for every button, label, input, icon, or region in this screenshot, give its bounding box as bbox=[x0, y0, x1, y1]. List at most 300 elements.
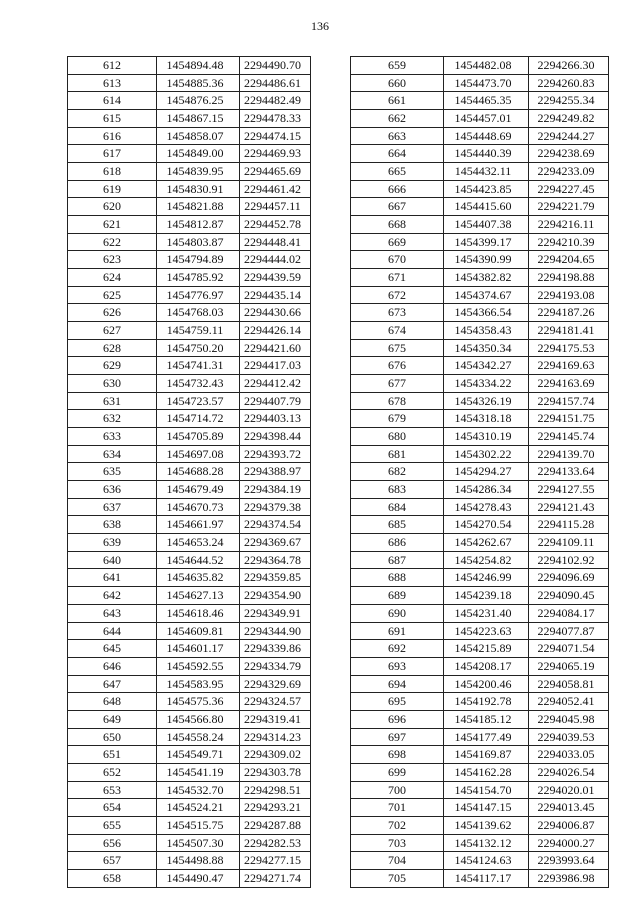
x-coordinate-cell: 1454515.75 bbox=[157, 816, 240, 834]
y-coordinate-cell: 2294298.51 bbox=[240, 781, 311, 799]
point-number-cell: 683 bbox=[351, 481, 444, 499]
x-coordinate-cell: 1454177.49 bbox=[444, 728, 529, 746]
table-row bbox=[351, 781, 609, 799]
x-coordinate-cell: 1454200.46 bbox=[444, 675, 529, 693]
x-coordinate-cell: 1454239.18 bbox=[444, 587, 529, 605]
table-row bbox=[351, 622, 609, 640]
point-number-cell: 635 bbox=[68, 463, 157, 481]
x-coordinate-cell: 1454768.03 bbox=[157, 304, 240, 322]
y-coordinate-cell: 2294133.64 bbox=[529, 463, 609, 481]
table-row bbox=[351, 251, 609, 269]
point-number-cell: 639 bbox=[68, 534, 157, 552]
y-coordinate-cell: 2294379.38 bbox=[240, 498, 311, 516]
y-coordinate-cell: 2294000.27 bbox=[529, 834, 609, 852]
x-coordinate-cell: 1454215.89 bbox=[444, 640, 529, 658]
point-number-cell: 633 bbox=[68, 428, 157, 446]
point-number-cell: 696 bbox=[351, 710, 444, 728]
table-row bbox=[351, 516, 609, 534]
point-number-cell: 660 bbox=[351, 74, 444, 92]
x-coordinate-cell: 1454448.69 bbox=[444, 127, 529, 145]
x-coordinate-cell: 1454231.40 bbox=[444, 604, 529, 622]
table-row bbox=[351, 498, 609, 516]
point-number-cell: 667 bbox=[351, 198, 444, 216]
table-row bbox=[68, 481, 311, 499]
point-number-cell: 703 bbox=[351, 834, 444, 852]
y-coordinate-cell: 2294266.30 bbox=[529, 57, 609, 75]
x-coordinate-cell: 1454457.01 bbox=[444, 110, 529, 128]
y-coordinate-cell: 2294238.69 bbox=[529, 145, 609, 163]
x-coordinate-cell: 1454867.15 bbox=[157, 110, 240, 128]
x-coordinate-cell: 1454759.11 bbox=[157, 322, 240, 340]
point-number-cell: 625 bbox=[68, 286, 157, 304]
x-coordinate-cell: 1454490.47 bbox=[157, 869, 240, 887]
y-coordinate-cell: 2294439.59 bbox=[240, 269, 311, 287]
y-coordinate-cell: 2294465.69 bbox=[240, 163, 311, 181]
x-coordinate-cell: 1454794.89 bbox=[157, 251, 240, 269]
x-coordinate-cell: 1454465.35 bbox=[444, 92, 529, 110]
table-row bbox=[351, 428, 609, 446]
point-number-cell: 700 bbox=[351, 781, 444, 799]
point-number-cell: 680 bbox=[351, 428, 444, 446]
point-number-cell: 640 bbox=[68, 551, 157, 569]
x-coordinate-cell: 1454482.08 bbox=[444, 57, 529, 75]
y-coordinate-cell: 2294309.02 bbox=[240, 746, 311, 764]
y-coordinate-cell: 2294344.90 bbox=[240, 622, 311, 640]
table-row bbox=[68, 799, 311, 817]
point-number-cell: 663 bbox=[351, 127, 444, 145]
y-coordinate-cell: 2294421.60 bbox=[240, 339, 311, 357]
point-number-cell: 678 bbox=[351, 392, 444, 410]
point-number-cell: 648 bbox=[68, 693, 157, 711]
table-row bbox=[68, 657, 311, 675]
point-number-cell: 690 bbox=[351, 604, 444, 622]
x-coordinate-cell: 1454310.19 bbox=[444, 428, 529, 446]
point-number-cell: 632 bbox=[68, 410, 157, 428]
point-number-cell: 643 bbox=[68, 604, 157, 622]
x-coordinate-cell: 1454830.91 bbox=[157, 180, 240, 198]
table-row bbox=[68, 127, 311, 145]
x-coordinate-cell: 1454473.70 bbox=[444, 74, 529, 92]
table-row bbox=[351, 675, 609, 693]
x-coordinate-cell: 1454688.28 bbox=[157, 463, 240, 481]
y-coordinate-cell: 2294058.81 bbox=[529, 675, 609, 693]
y-coordinate-cell: 2294461.42 bbox=[240, 180, 311, 198]
y-coordinate-cell: 2294249.82 bbox=[529, 110, 609, 128]
point-number-cell: 694 bbox=[351, 675, 444, 693]
point-number-cell: 687 bbox=[351, 551, 444, 569]
table-row bbox=[68, 198, 311, 216]
x-coordinate-cell: 1454549.71 bbox=[157, 746, 240, 764]
table-row bbox=[351, 869, 609, 887]
point-number-cell: 662 bbox=[351, 110, 444, 128]
x-coordinate-cell: 1454609.81 bbox=[157, 622, 240, 640]
point-number-cell: 620 bbox=[68, 198, 157, 216]
table-row bbox=[68, 410, 311, 428]
y-coordinate-cell: 2294349.91 bbox=[240, 604, 311, 622]
x-coordinate-cell: 1454507.30 bbox=[157, 834, 240, 852]
y-coordinate-cell: 2294181.41 bbox=[529, 322, 609, 340]
table-row bbox=[68, 339, 311, 357]
point-number-cell: 679 bbox=[351, 410, 444, 428]
point-number-cell: 692 bbox=[351, 640, 444, 658]
y-coordinate-cell: 2294457.11 bbox=[240, 198, 311, 216]
x-coordinate-cell: 1454697.08 bbox=[157, 445, 240, 463]
y-coordinate-cell: 2294490.70 bbox=[240, 57, 311, 75]
y-coordinate-cell: 2294469.93 bbox=[240, 145, 311, 163]
point-number-cell: 654 bbox=[68, 799, 157, 817]
point-number-cell: 645 bbox=[68, 640, 157, 658]
x-coordinate-cell: 1454524.21 bbox=[157, 799, 240, 817]
x-coordinate-cell: 1454618.46 bbox=[157, 604, 240, 622]
x-coordinate-cell: 1454185.12 bbox=[444, 710, 529, 728]
x-coordinate-cell: 1454558.24 bbox=[157, 728, 240, 746]
table-row bbox=[351, 145, 609, 163]
table-row bbox=[351, 657, 609, 675]
x-coordinate-cell: 1454254.82 bbox=[444, 551, 529, 569]
point-number-cell: 650 bbox=[68, 728, 157, 746]
table-row bbox=[68, 693, 311, 711]
table-row bbox=[68, 216, 311, 234]
table-row bbox=[68, 516, 311, 534]
table-row bbox=[351, 534, 609, 552]
table-row bbox=[68, 569, 311, 587]
x-coordinate-cell: 1454407.38 bbox=[444, 216, 529, 234]
table-row bbox=[68, 816, 311, 834]
table-row bbox=[68, 74, 311, 92]
table-row bbox=[351, 410, 609, 428]
x-coordinate-cell: 1454432.11 bbox=[444, 163, 529, 181]
point-number-cell: 627 bbox=[68, 322, 157, 340]
y-coordinate-cell: 2294169.63 bbox=[529, 357, 609, 375]
x-coordinate-cell: 1454653.24 bbox=[157, 534, 240, 552]
y-coordinate-cell: 2294139.70 bbox=[529, 445, 609, 463]
point-number-cell: 677 bbox=[351, 375, 444, 393]
table-row bbox=[68, 852, 311, 870]
y-coordinate-cell: 2294127.55 bbox=[529, 481, 609, 499]
x-coordinate-cell: 1454670.73 bbox=[157, 498, 240, 516]
table-row bbox=[68, 746, 311, 764]
point-number-cell: 669 bbox=[351, 233, 444, 251]
y-coordinate-cell: 2294303.78 bbox=[240, 763, 311, 781]
x-coordinate-cell: 1454601.17 bbox=[157, 640, 240, 658]
table-row bbox=[351, 304, 609, 322]
table-row bbox=[351, 216, 609, 234]
y-coordinate-cell: 2294388.97 bbox=[240, 463, 311, 481]
y-coordinate-cell: 2294478.33 bbox=[240, 110, 311, 128]
y-coordinate-cell: 2294121.43 bbox=[529, 498, 609, 516]
table-row bbox=[68, 587, 311, 605]
point-number-cell: 649 bbox=[68, 710, 157, 728]
y-coordinate-cell: 2294277.15 bbox=[240, 852, 311, 870]
point-number-cell: 699 bbox=[351, 763, 444, 781]
table-row bbox=[68, 269, 311, 287]
table-row bbox=[351, 269, 609, 287]
table-row bbox=[68, 145, 311, 163]
table-row bbox=[351, 587, 609, 605]
y-coordinate-cell: 2294384.19 bbox=[240, 481, 311, 499]
x-coordinate-cell: 1454124.63 bbox=[444, 852, 529, 870]
x-coordinate-cell: 1454318.18 bbox=[444, 410, 529, 428]
point-number-cell: 646 bbox=[68, 657, 157, 675]
x-coordinate-cell: 1454415.60 bbox=[444, 198, 529, 216]
y-coordinate-cell: 2294175.53 bbox=[529, 339, 609, 357]
y-coordinate-cell: 2294077.87 bbox=[529, 622, 609, 640]
table-row bbox=[351, 198, 609, 216]
x-coordinate-cell: 1454342.27 bbox=[444, 357, 529, 375]
x-coordinate-cell: 1454382.82 bbox=[444, 269, 529, 287]
table-row bbox=[351, 339, 609, 357]
point-number-cell: 630 bbox=[68, 375, 157, 393]
y-coordinate-cell: 2294187.26 bbox=[529, 304, 609, 322]
point-number-cell: 698 bbox=[351, 746, 444, 764]
x-coordinate-cell: 1454334.22 bbox=[444, 375, 529, 393]
table-row bbox=[351, 74, 609, 92]
x-coordinate-cell: 1454162.28 bbox=[444, 763, 529, 781]
table-row bbox=[68, 180, 311, 198]
point-number-cell: 676 bbox=[351, 357, 444, 375]
point-number-cell: 638 bbox=[68, 516, 157, 534]
point-number-cell: 686 bbox=[351, 534, 444, 552]
table-row bbox=[351, 481, 609, 499]
x-coordinate-cell: 1454278.43 bbox=[444, 498, 529, 516]
table-row bbox=[68, 251, 311, 269]
y-coordinate-cell: 2294482.49 bbox=[240, 92, 311, 110]
y-coordinate-cell: 2294329.69 bbox=[240, 675, 311, 693]
table-row bbox=[351, 110, 609, 128]
point-number-cell: 702 bbox=[351, 816, 444, 834]
table-row bbox=[351, 233, 609, 251]
x-coordinate-cell: 1454750.20 bbox=[157, 339, 240, 357]
x-coordinate-cell: 1454705.89 bbox=[157, 428, 240, 446]
point-number-cell: 626 bbox=[68, 304, 157, 322]
point-number-cell: 615 bbox=[68, 110, 157, 128]
y-coordinate-cell: 2294157.74 bbox=[529, 392, 609, 410]
y-coordinate-cell: 2293986.98 bbox=[529, 869, 609, 887]
point-number-cell: 674 bbox=[351, 322, 444, 340]
y-coordinate-cell: 2294227.45 bbox=[529, 180, 609, 198]
table-row bbox=[351, 445, 609, 463]
y-coordinate-cell: 2294398.44 bbox=[240, 428, 311, 446]
point-number-cell: 704 bbox=[351, 852, 444, 870]
point-number-cell: 691 bbox=[351, 622, 444, 640]
point-number-cell: 659 bbox=[351, 57, 444, 75]
x-coordinate-cell: 1454812.87 bbox=[157, 216, 240, 234]
table-row bbox=[351, 746, 609, 764]
table-row bbox=[351, 322, 609, 340]
y-coordinate-cell: 2294314.23 bbox=[240, 728, 311, 746]
y-coordinate-cell: 2294426.14 bbox=[240, 322, 311, 340]
table-row bbox=[351, 375, 609, 393]
y-coordinate-cell: 2294033.05 bbox=[529, 746, 609, 764]
y-coordinate-cell: 2294271.74 bbox=[240, 869, 311, 887]
table-row bbox=[68, 763, 311, 781]
table-row bbox=[351, 693, 609, 711]
x-coordinate-cell: 1454132.12 bbox=[444, 834, 529, 852]
x-coordinate-cell: 1454399.17 bbox=[444, 233, 529, 251]
y-coordinate-cell: 2294115.28 bbox=[529, 516, 609, 534]
y-coordinate-cell: 2294324.57 bbox=[240, 693, 311, 711]
point-number-cell: 621 bbox=[68, 216, 157, 234]
coordinate-table-left bbox=[67, 56, 311, 888]
y-coordinate-cell: 2294403.13 bbox=[240, 410, 311, 428]
y-coordinate-cell: 2294486.61 bbox=[240, 74, 311, 92]
table-row bbox=[68, 463, 311, 481]
y-coordinate-cell: 2294287.88 bbox=[240, 816, 311, 834]
table-row bbox=[68, 445, 311, 463]
y-coordinate-cell: 2294260.83 bbox=[529, 74, 609, 92]
y-coordinate-cell: 2294417.03 bbox=[240, 357, 311, 375]
y-coordinate-cell: 2294071.54 bbox=[529, 640, 609, 658]
point-number-cell: 673 bbox=[351, 304, 444, 322]
point-number-cell: 671 bbox=[351, 269, 444, 287]
x-coordinate-cell: 1454635.82 bbox=[157, 569, 240, 587]
table-row bbox=[68, 604, 311, 622]
x-coordinate-cell: 1454732.43 bbox=[157, 375, 240, 393]
x-coordinate-cell: 1454286.34 bbox=[444, 481, 529, 499]
y-coordinate-cell: 2294369.67 bbox=[240, 534, 311, 552]
y-coordinate-cell: 2294084.17 bbox=[529, 604, 609, 622]
point-number-cell: 666 bbox=[351, 180, 444, 198]
y-coordinate-cell: 2294359.85 bbox=[240, 569, 311, 587]
y-coordinate-cell: 2294319.41 bbox=[240, 710, 311, 728]
table-row bbox=[68, 357, 311, 375]
y-coordinate-cell: 2294430.66 bbox=[240, 304, 311, 322]
table-row bbox=[351, 728, 609, 746]
x-coordinate-cell: 1454858.07 bbox=[157, 127, 240, 145]
y-coordinate-cell: 2294045.98 bbox=[529, 710, 609, 728]
table-row bbox=[68, 322, 311, 340]
point-number-cell: 614 bbox=[68, 92, 157, 110]
x-coordinate-cell: 1454154.70 bbox=[444, 781, 529, 799]
point-number-cell: 655 bbox=[68, 816, 157, 834]
y-coordinate-cell: 2294102.92 bbox=[529, 551, 609, 569]
y-coordinate-cell: 2294233.09 bbox=[529, 163, 609, 181]
point-number-cell: 656 bbox=[68, 834, 157, 852]
x-coordinate-cell: 1454270.54 bbox=[444, 516, 529, 534]
table-row bbox=[68, 834, 311, 852]
table-row bbox=[68, 392, 311, 410]
x-coordinate-cell: 1454139.62 bbox=[444, 816, 529, 834]
y-coordinate-cell: 2294204.65 bbox=[529, 251, 609, 269]
table-row bbox=[351, 357, 609, 375]
point-number-cell: 637 bbox=[68, 498, 157, 516]
point-number-cell: 705 bbox=[351, 869, 444, 887]
point-number-cell: 647 bbox=[68, 675, 157, 693]
y-coordinate-cell: 2294435.14 bbox=[240, 286, 311, 304]
y-coordinate-cell: 2294216.11 bbox=[529, 216, 609, 234]
y-coordinate-cell: 2294255.34 bbox=[529, 92, 609, 110]
x-coordinate-cell: 1454803.87 bbox=[157, 233, 240, 251]
table-row bbox=[68, 304, 311, 322]
table-row bbox=[68, 710, 311, 728]
x-coordinate-cell: 1454246.99 bbox=[444, 569, 529, 587]
point-number-cell: 641 bbox=[68, 569, 157, 587]
x-coordinate-cell: 1454390.99 bbox=[444, 251, 529, 269]
y-coordinate-cell: 2294448.41 bbox=[240, 233, 311, 251]
table-row bbox=[68, 869, 311, 887]
point-number-cell: 661 bbox=[351, 92, 444, 110]
table-row bbox=[351, 57, 609, 75]
y-coordinate-cell: 2294452.78 bbox=[240, 216, 311, 234]
table-row bbox=[351, 569, 609, 587]
point-number-cell: 684 bbox=[351, 498, 444, 516]
point-number-cell: 622 bbox=[68, 233, 157, 251]
x-coordinate-cell: 1454679.49 bbox=[157, 481, 240, 499]
table-row bbox=[68, 375, 311, 393]
y-coordinate-cell: 2294444.02 bbox=[240, 251, 311, 269]
point-number-cell: 685 bbox=[351, 516, 444, 534]
y-coordinate-cell: 2294407.79 bbox=[240, 392, 311, 410]
y-coordinate-cell: 2294193.08 bbox=[529, 286, 609, 304]
y-coordinate-cell: 2294026.54 bbox=[529, 763, 609, 781]
coordinate-table-right bbox=[350, 56, 609, 888]
x-coordinate-cell: 1454498.88 bbox=[157, 852, 240, 870]
point-number-cell: 629 bbox=[68, 357, 157, 375]
x-coordinate-cell: 1454541.19 bbox=[157, 763, 240, 781]
x-coordinate-cell: 1454839.95 bbox=[157, 163, 240, 181]
y-coordinate-cell: 2294090.45 bbox=[529, 587, 609, 605]
point-number-cell: 658 bbox=[68, 869, 157, 887]
y-coordinate-cell: 2294109.11 bbox=[529, 534, 609, 552]
table-row bbox=[68, 163, 311, 181]
point-number-cell: 617 bbox=[68, 145, 157, 163]
x-coordinate-cell: 1454294.27 bbox=[444, 463, 529, 481]
y-coordinate-cell: 2294096.69 bbox=[529, 569, 609, 587]
point-number-cell: 682 bbox=[351, 463, 444, 481]
point-number-cell: 651 bbox=[68, 746, 157, 764]
x-coordinate-cell: 1454776.97 bbox=[157, 286, 240, 304]
point-number-cell: 636 bbox=[68, 481, 157, 499]
point-number-cell: 681 bbox=[351, 445, 444, 463]
y-coordinate-cell: 2294163.69 bbox=[529, 375, 609, 393]
y-coordinate-cell: 2294065.19 bbox=[529, 657, 609, 675]
point-number-cell: 688 bbox=[351, 569, 444, 587]
x-coordinate-cell: 1454583.95 bbox=[157, 675, 240, 693]
y-coordinate-cell: 2294293.21 bbox=[240, 799, 311, 817]
y-coordinate-cell: 2294334.79 bbox=[240, 657, 311, 675]
table-row bbox=[351, 816, 609, 834]
table-row bbox=[68, 428, 311, 446]
point-number-cell: 675 bbox=[351, 339, 444, 357]
table-row bbox=[351, 180, 609, 198]
y-coordinate-cell: 2294412.42 bbox=[240, 375, 311, 393]
x-coordinate-cell: 1454223.63 bbox=[444, 622, 529, 640]
point-number-cell: 613 bbox=[68, 74, 157, 92]
point-number-cell: 668 bbox=[351, 216, 444, 234]
point-number-cell: 631 bbox=[68, 392, 157, 410]
y-coordinate-cell: 2294354.90 bbox=[240, 587, 311, 605]
x-coordinate-cell: 1454592.55 bbox=[157, 657, 240, 675]
point-number-cell: 619 bbox=[68, 180, 157, 198]
y-coordinate-cell: 2294198.88 bbox=[529, 269, 609, 287]
table-row bbox=[351, 852, 609, 870]
x-coordinate-cell: 1454358.43 bbox=[444, 322, 529, 340]
x-coordinate-cell: 1454192.78 bbox=[444, 693, 529, 711]
table-row bbox=[68, 640, 311, 658]
table-row bbox=[68, 551, 311, 569]
y-coordinate-cell: 2294282.53 bbox=[240, 834, 311, 852]
x-coordinate-cell: 1454302.22 bbox=[444, 445, 529, 463]
y-coordinate-cell: 2294020.01 bbox=[529, 781, 609, 799]
y-coordinate-cell: 2294210.39 bbox=[529, 233, 609, 251]
x-coordinate-cell: 1454440.39 bbox=[444, 145, 529, 163]
x-coordinate-cell: 1454885.36 bbox=[157, 74, 240, 92]
y-coordinate-cell: 2294244.27 bbox=[529, 127, 609, 145]
table-row bbox=[351, 392, 609, 410]
table-row bbox=[68, 728, 311, 746]
table-row bbox=[68, 622, 311, 640]
page-number: 136 bbox=[311, 19, 329, 33]
